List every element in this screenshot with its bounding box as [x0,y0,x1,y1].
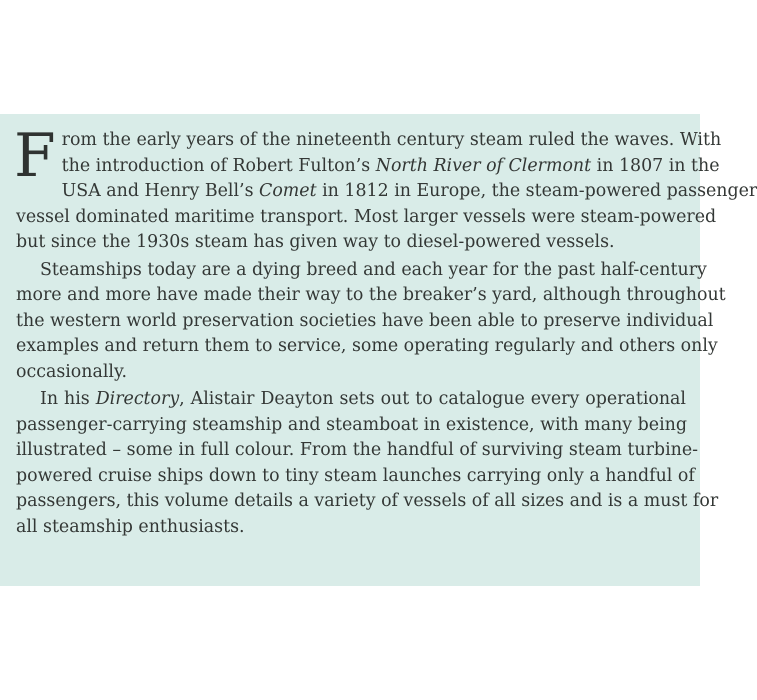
text-line: passengers, this volume details a variety of vessels of all sizes and is a must for [16,491,719,511]
text-line: illustrated – some in full colour. From the handful of surviving steam turbine- [16,440,698,460]
ship-title: North River of Clermont [375,155,592,176]
text-line: vessel dominated maritime transport. Most larger vessels were steam-powered [16,206,717,227]
ship-title: Comet [259,181,317,201]
text-panel [0,114,757,586]
blurb-text [14,121,757,540]
paragraph-3 [16,387,719,540]
text-line: the western world preservation societies have been able to preserve individual [16,310,714,331]
text-line: passenger-carrying steamship and steamboat in existence, with many being [16,414,687,435]
drop-cap: F [14,121,56,191]
text-line: the introduction of Robert Fulton’s North River of Clermont in 1807 in the [61,155,720,176]
text-line: Steamships today are a dying breed and each year for the past half-century [40,259,707,280]
text-line: In his Directory, Alistair Deayton sets out to catalogue every operational [40,389,686,409]
text-line: examples and return them to service, some operating regularly and others only [16,336,718,356]
text-line: more and more have made their way to the breaker’s yard, although throughout [16,285,726,305]
text-line: rom the early years of the nineteenth century steam ruled the waves. With [61,130,722,150]
text-line: occasionally. [16,361,128,382]
paragraph-2 [16,258,726,386]
paragraph-1 [14,121,757,256]
text-line: USA and Henry Bell’s Comet in 1812 in Europe, the steam-powered passenger [61,181,757,201]
text-line: all steamship enthusiasts. [16,516,245,537]
text-line: powered cruise ships down to tiny steam launches carrying only a handful of [16,465,695,486]
book-title: Directory [95,389,180,409]
text-line: but since the 1930s steam has given way to diesel-powered vessels. [16,232,615,252]
